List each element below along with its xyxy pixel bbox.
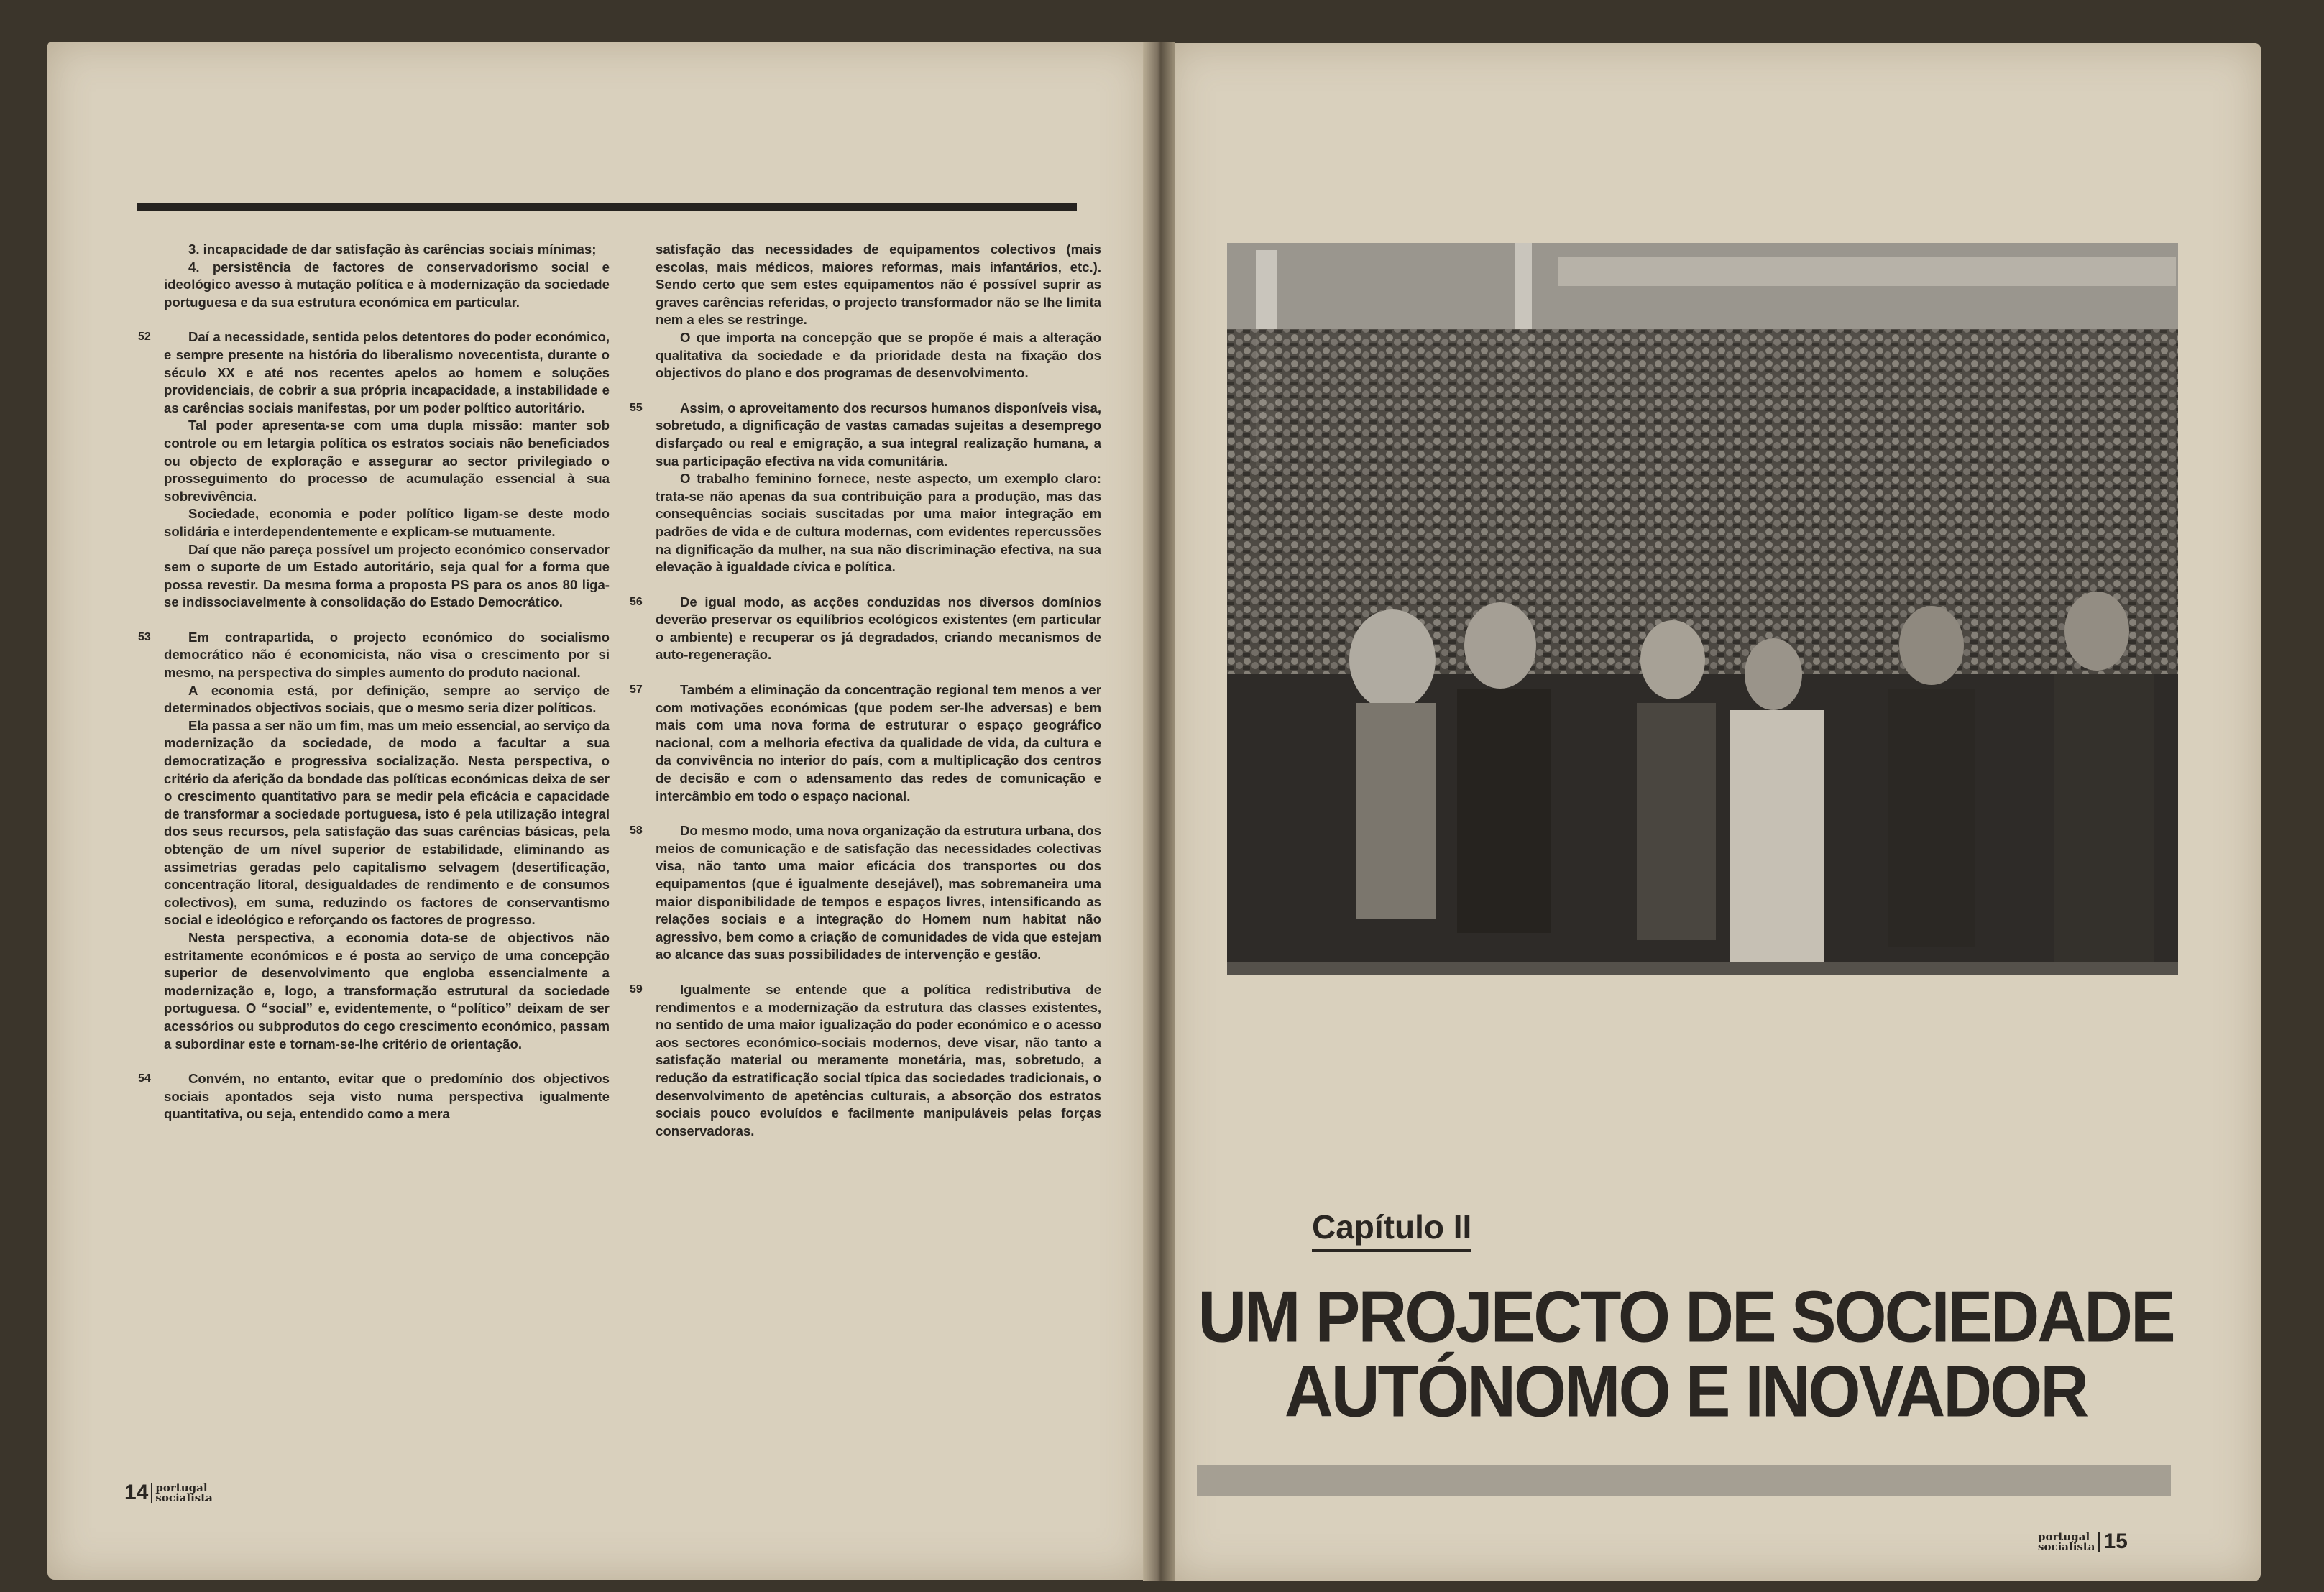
chapter-headline xyxy=(1197,1275,2174,1432)
article-item xyxy=(630,681,1101,805)
body-paragraph: Nesta perspectiva, a economia dota-se de objectivos não estritamente económicos e é posta ao serviço de uma concepção superior de desenvolvimento que engloba essencialmente a modernização e, logo, a transformação estrutural da sociedade portuguesa. O “social” e, evidentemente, o “político” deixam de ser acessórios ou subprodutos do cego crescimento económico, passam a subordinar este e tornam-se-lhe critério de orientação. xyxy=(164,929,610,1052)
body-paragraph: O que importa na concepção que se propõe é mais a alteração qualitativa da sociedade e da prioridade desta na fixação dos objectivos do plano e dos programas de desenvolvimento. xyxy=(656,329,1101,381)
crowd-photo xyxy=(1227,243,2178,975)
article-item xyxy=(630,822,1101,964)
paragraph-number: 59 xyxy=(630,983,643,995)
paragraph-number: 58 xyxy=(630,824,643,837)
masthead-logo: portugal socialista xyxy=(151,1483,213,1503)
body-paragraph: Daí que não pareça possível um projecto económico conservador sem o suporte de um Estado autoritário, seja qual for a forma que possa revestir. Da mesma forma a proposta PS para os anos 80 liga-se indissociavelmente à consolidação do Estado Democrático. xyxy=(164,541,610,610)
body-paragraph: Ela passa a ser não um fim, mas um meio essencial, ao serviço da modernização da sociedade, de modo a facultar a sua democratização e progressiva socialização. Nesta perspectiva, o critério da aferição da bondade das políticas económicas deixa de ser o crescimento quantitativo para se medir pela eficácia e capacidade de transformar a sociedade portuguesa, isto é pela utilização integral dos seus recursos, pela satisfação das suas carências básicas, pela obtenção de um nível superior de estabilidade, eliminando as assimetrias geradas pelo capitalismo selvagem (desertificação, concentração litoral, desigualdades de rendimento e de consumos colectivos), em suma, reduzindo os factores de conservantismo social e ideológico e reforçando os factores de progresso. xyxy=(164,717,610,928)
body-paragraph: Do mesmo modo, uma nova organização da estrutura urbana, dos meios de comunicação e de satisfação das necessidades colectivas visa, não tanto uma maior eficácia dos transportes ou dos equipamentos (que é igualmente desejável), mas sobremaneira uma maior disponibilidade de tempos e espaços livres, intensificando as relações sociais e a integração do Homem num habitat não agressivo, bem como a criação de comunidades de vida que estejam ao alcance das suas possibilidades de intervenção e gestão. xyxy=(656,823,1101,962)
chapter-label: Capítulo II xyxy=(1312,1207,1471,1252)
paragraph-number: 54 xyxy=(138,1072,151,1085)
body-paragraph: Em contrapartida, o projecto económico do socialismo democrático não é economicista, não visa o crescimento por si mesmo, na perspectiva do simples aumento do produto nacional. xyxy=(164,629,610,681)
body-paragraph: O trabalho feminino fornece, neste aspecto, um exemplo claro: trata-se não apenas da sua contribuição para a produção, mas das consequências sociais suscitadas por uma maior integração em padrões de vida e de cultura modernas, com evidentes repercussões na dignificação da mulher, na sua não discriminação efectiva, na sua elevação à igualdade cívica e política. xyxy=(656,471,1101,575)
paragraph-number: 53 xyxy=(138,630,151,643)
crowd-photo-graphic xyxy=(1227,243,2178,975)
body-paragraph: A economia está, por definição, sempre ao serviço de determinados objectivos sociais, que o mesmo seria dizer políticos. xyxy=(164,682,610,716)
body-paragraph: Assim, o aproveitamento dos recursos humanos disponíveis visa, sobretudo, a dignificação de vastas camadas sujeitas a desemprego disfarçado ou real e emigração, a sua integral realização humana, a sua participação efectiva na vida comunitária. xyxy=(656,400,1101,469)
paragraph-number: 57 xyxy=(630,684,643,696)
article-item xyxy=(630,400,1101,576)
body-paragraph: Também a eliminação da concentração regional tem menos a ver com motivações económicas (que podem ser-lhe adversas) e bem mais com uma nova forma de estruturar o espaço geográfico nacional, com a melhoria efectiva da qualidade de vida, da cultura e da convivência no interior do país, com a multiplicação dos centros de decisão e com o adensamento das redes de comunicação e intercâmbio em todo o espaço nacional. xyxy=(656,682,1101,804)
left-page-footer xyxy=(124,1481,213,1505)
top-rule xyxy=(137,203,1077,211)
page-number: 15 xyxy=(2103,1529,2128,1553)
paragraph-number: 56 xyxy=(630,595,643,608)
article-item xyxy=(138,328,610,612)
body-paragraph: 3. incapacidade de dar satisfação às carências sociais mínimas; xyxy=(188,241,597,257)
body-paragraph: Daí a necessidade, sentida pelos detentores do poder económico, e sempre presente na história do liberalismo novecentista, durante o século XX e até nos recentes apelos ao homem e soluções providenciais, de cobrir a sua própria incapacidade, a instabilidade e as carências sociais manifestas, por um poder político autoritário. xyxy=(164,329,610,415)
body-paragraph: Convém, no entanto, evitar que o predomínio dos objectivos sociais apontados seja visto numa perspectiva igualmente quantitativa, ou seja, entendido como a mera xyxy=(164,1071,610,1122)
article-item xyxy=(138,1070,610,1123)
body-paragraph: De igual modo, as acções conduzidas nos diversos domínios deverão preservar os equilíbrios ecológicos existentes (em particular o ambiente) e recuperar os já degradados, criando mecanismos de auto-regeneração. xyxy=(656,594,1101,663)
article-item xyxy=(656,241,1101,382)
body-paragraph: satisfação das necessidades de equipamentos colectivos (mais escolas, mais médicos, maiores reformas, mais infantários, etc.). Sendo certo que sem estes equipamentos não é possível suprir as graves carências referidas, o projecto transformador não se lhe limita nem a eles se restringe. xyxy=(656,241,1101,328)
paragraph-number: 55 xyxy=(630,401,643,414)
body-paragraph: Tal poder apresenta-se com uma dupla missão: manter sob controle ou em letargia política os estratos sociais não beneficiados ou objecto de exploração e assegurar ao sector privilegiado o prosseguimento do processo de acumulação essencial à sua sobrevivência. xyxy=(164,418,610,504)
article-item xyxy=(164,241,610,311)
article-item xyxy=(630,981,1101,1140)
body-paragraph: Igualmente se entende que a política redistributiva de rendimentos e a modernização da estrutura das classes existentes, no sentido de uma maior igualização do poder económico e o acesso aos sectores económico-sociais modernos, deve visar, não tanto a satisfação material ou meramente monetária, mas, sobretudo, a redução da estratificação social típica das sociedades tradicionais, o desenvolvimento de apetências culturais, a absorção dos estratos sociais pouco evoluídos e facilmente manipuláveis pelas forças conservadoras. xyxy=(656,981,1101,1138)
page-number: 14 xyxy=(124,1481,149,1504)
headline-line-1: UM PROJECTO DE SOCIEDADE xyxy=(1198,1275,2174,1358)
article-item xyxy=(138,629,610,1053)
book-gutter xyxy=(1143,42,1175,1581)
decorative-bar xyxy=(1197,1465,2171,1496)
paragraph-number: 52 xyxy=(138,331,151,344)
masthead-logo: portugal socialista xyxy=(2038,1532,2100,1552)
right-page-footer xyxy=(2038,1529,2128,1554)
text-column-left xyxy=(138,241,610,1123)
body-paragraph: 4. persistência de factores de conservadorismo social e ideológico avesso à mutação política e à modernização da sociedade portuguesa e da sua estrutura económica em particular. xyxy=(164,259,610,310)
body-paragraph: Sociedade, economia e poder político ligam-se deste modo solidária e interdependentemente e explicam-se mutuamente. xyxy=(164,506,610,539)
text-column-right xyxy=(630,241,1101,1140)
headline-line-2: AUTÓNOMO E INOVADOR xyxy=(1284,1350,2088,1432)
article-item xyxy=(630,594,1101,664)
